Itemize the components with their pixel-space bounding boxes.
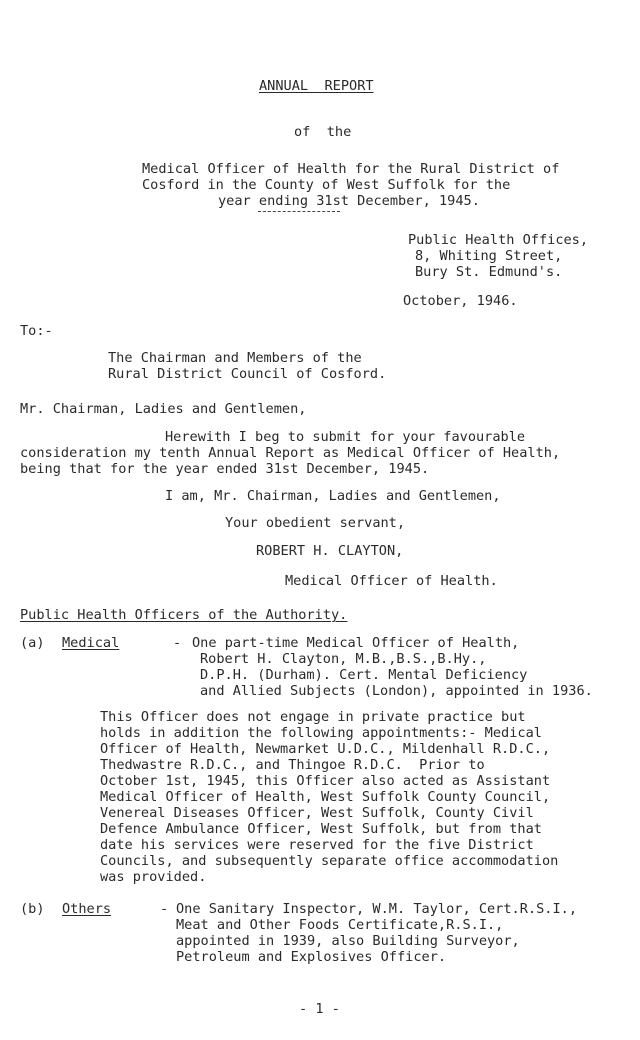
paragraph-line-10: Councils, and subsequently separate office accommodation [100, 853, 559, 869]
subtitle-line-3: year ending 31st December, 1945. [218, 193, 480, 209]
address-line-2: 8, Whiting Street, [415, 248, 563, 264]
item-b-label: Others [62, 901, 112, 917]
paragraph-line-2: holds in addition the following appointments:- Medical [100, 725, 542, 741]
to-label: To:- [20, 323, 53, 339]
address-line-3: Bury St. Edmund's. [415, 264, 563, 280]
recipient-line-1: The Chairman and Members of the [108, 350, 362, 366]
signature-name: ROBERT H. CLAYTON, [256, 543, 404, 559]
recipient-line-2: Rural District Council of Cosford. [108, 366, 387, 382]
paragraph-line-3: Officer of Health, Newmarket U.D.C., Mildenhall R.D.C., [100, 741, 551, 757]
paragraph-line-9: date his services were reserved for the five District [100, 837, 534, 853]
item-a-dash: - [173, 635, 182, 651]
of-the-line: of the [294, 124, 352, 140]
body-line-2: consideration my tenth Annual Report as Medical Officer of Health, [20, 445, 561, 461]
paragraph-line-4: Thedwastre R.D.C., and Thingoe R.D.C. Prior to [100, 757, 485, 773]
paragraph-line-5: October 1st, 1945, this Officer also acted as Assistant [100, 773, 551, 789]
item-a-line-1: One part-time Medical Officer of Health, [192, 635, 520, 651]
section-heading: Public Health Officers of the Authority. [20, 607, 348, 623]
header-divider [258, 211, 340, 212]
signature-title: Medical Officer of Health. [285, 573, 498, 589]
closing-line-1: I am, Mr. Chairman, Ladies and Gentlemen, [165, 488, 501, 504]
paragraph-line-7: Venereal Diseases Officer, West Suffolk, County Civil [100, 805, 534, 821]
item-a-label: Medical [62, 635, 120, 651]
paragraph-line-11: was provided. [100, 869, 207, 885]
greeting: Mr. Chairman, Ladies and Gentlemen, [20, 401, 307, 417]
report-title: ANNUAL REPORT [259, 78, 374, 94]
subtitle-line-1: Medical Officer of Health for the Rural District of [142, 161, 560, 177]
item-a-line-4: and Allied Subjects (London), appointed in 1936. [200, 683, 593, 699]
item-a-line-2: Robert H. Clayton, M.B.,B.S.,B.Hy., [200, 651, 487, 667]
letter-date: October, 1946. [403, 293, 518, 309]
address-line-1: Public Health Offices, [408, 232, 589, 248]
item-b-marker: (b) [20, 901, 45, 917]
paragraph-line-1: This Officer does not engage in private practice but [100, 709, 526, 725]
page-number: - 1 - [299, 1001, 340, 1017]
body-line-1: Herewith I beg to submit for your favourable [165, 429, 526, 445]
body-line-3: being that for the year ended 31st December, 1945. [20, 461, 430, 477]
item-a-line-3: D.P.H. (Durham). Cert. Mental Deficiency [200, 667, 528, 683]
item-b-line-2: Meat and Other Foods Certificate,R.S.I., [176, 917, 504, 933]
paragraph-line-6: Medical Officer of Health, West Suffolk County Council, [100, 789, 551, 805]
item-b-line-1: One Sanitary Inspector, W.M. Taylor, Cert.R.S.I., [176, 901, 578, 917]
subtitle-line-2: Cosford in the County of West Suffolk for the [142, 177, 511, 193]
paragraph-line-8: Defence Ambulance Officer, West Suffolk, but from that [100, 821, 542, 837]
item-a-marker: (a) [20, 635, 45, 651]
item-b-dash: - [160, 901, 169, 917]
item-b-line-4: Petroleum and Explosives Officer. [176, 949, 447, 965]
item-b-line-3: appointed in 1939, also Building Surveyor, [176, 933, 520, 949]
closing-line-2: Your obedient servant, [225, 515, 406, 531]
